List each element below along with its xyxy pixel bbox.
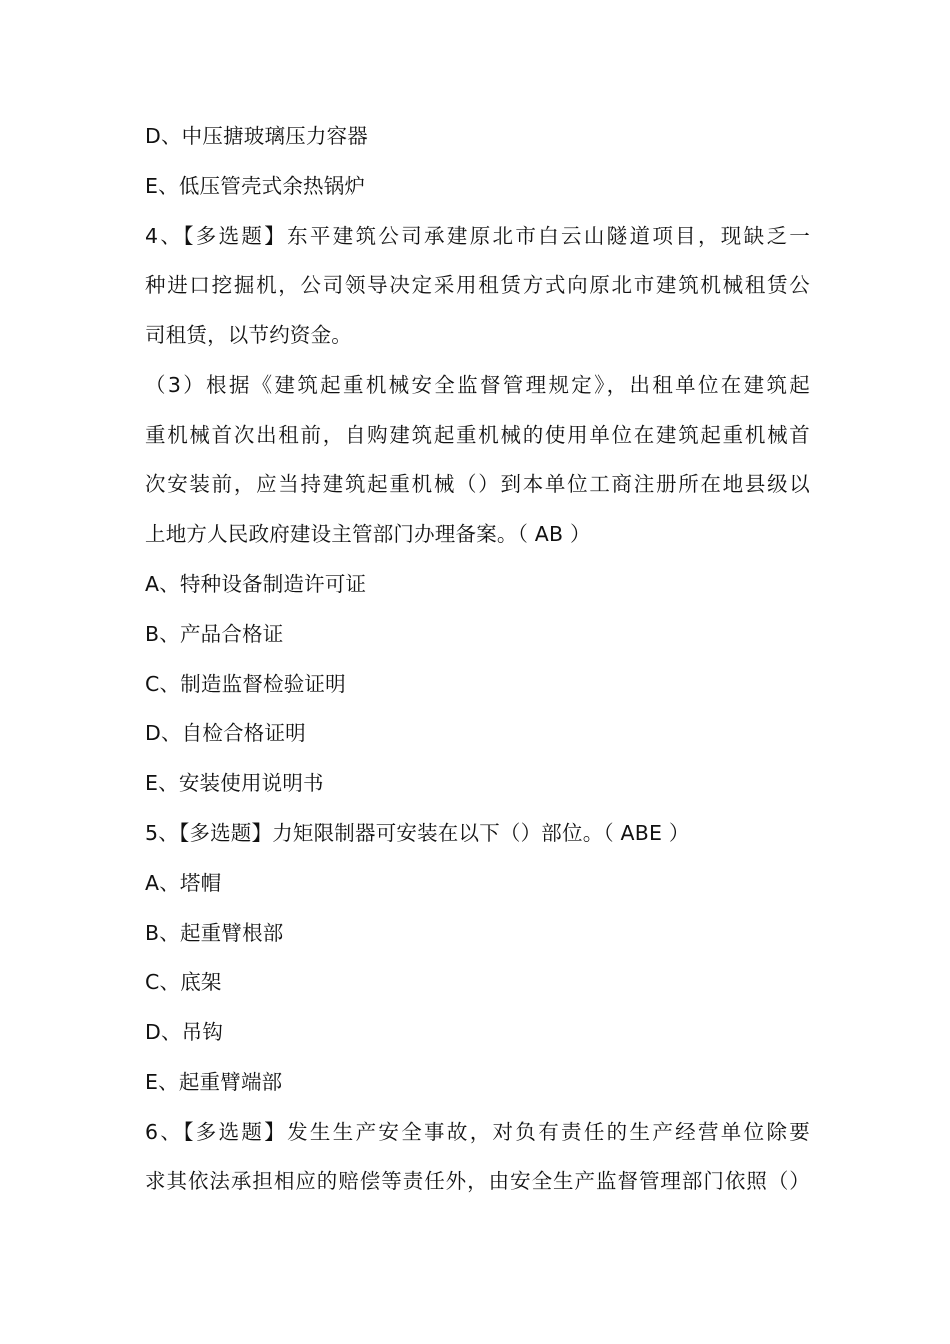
question-6-line-2: 求其依法承担相应的赔偿等责任外，由安全生产监督管理部门依照（）	[145, 1169, 810, 1193]
option-c-q5: C、底架	[145, 970, 222, 994]
question-5-with-answer: 5、【多选题】力矩限制器可安装在以下（）部位。（ ABE ）	[145, 821, 690, 845]
option-d-q5: D、吊钩	[145, 1020, 224, 1044]
option-c-q4: C、制造监督检验证明	[145, 672, 346, 696]
option-b-q5: B、起重臂根部	[145, 921, 284, 945]
option-d-q3: D、中压搪玻璃压力容器	[145, 124, 368, 148]
option-e-q4: E、安装使用说明书	[145, 771, 324, 795]
option-d-q4: D、自检合格证明	[145, 721, 306, 745]
question-4-sub-line-3: 次安装前，应当持建筑起重机械（）到本单位工商注册所在地县级以	[145, 472, 810, 496]
question-4-line-3: 司租赁，以节约资金。	[145, 323, 352, 347]
question-4-line-1: 4、【多选题】东平建筑公司承建原北市白云山隧道项目，现缺乏一	[145, 224, 810, 248]
option-b-q4: B、产品合格证	[145, 622, 284, 646]
option-a-q5: A、塔帽	[145, 871, 222, 895]
question-4-sub-line-1: （3）根据《建筑起重机械安全监督管理规定》，出租单位在建筑起	[145, 373, 810, 397]
question-4-line-2: 种进口挖掘机，公司领导决定采用租赁方式向原北市建筑机械租赁公	[145, 273, 810, 297]
option-e-q3: E、低压管壳式余热锅炉	[145, 174, 366, 198]
question-6-line-1: 6、【多选题】发生生产安全事故，对负有责任的生产经营单位除要	[145, 1120, 810, 1144]
option-e-q5: E、起重臂端部	[145, 1070, 283, 1094]
option-a-q4: A、特种设备制造许可证	[145, 572, 367, 596]
question-4-sub-line-4-answer: 上地方人民政府建设主管部门办理备案。（ AB ）	[145, 522, 591, 546]
question-4-sub-line-2: 重机械首次出租前，自购建筑起重机械的使用单位在建筑起重机械首	[145, 423, 810, 447]
